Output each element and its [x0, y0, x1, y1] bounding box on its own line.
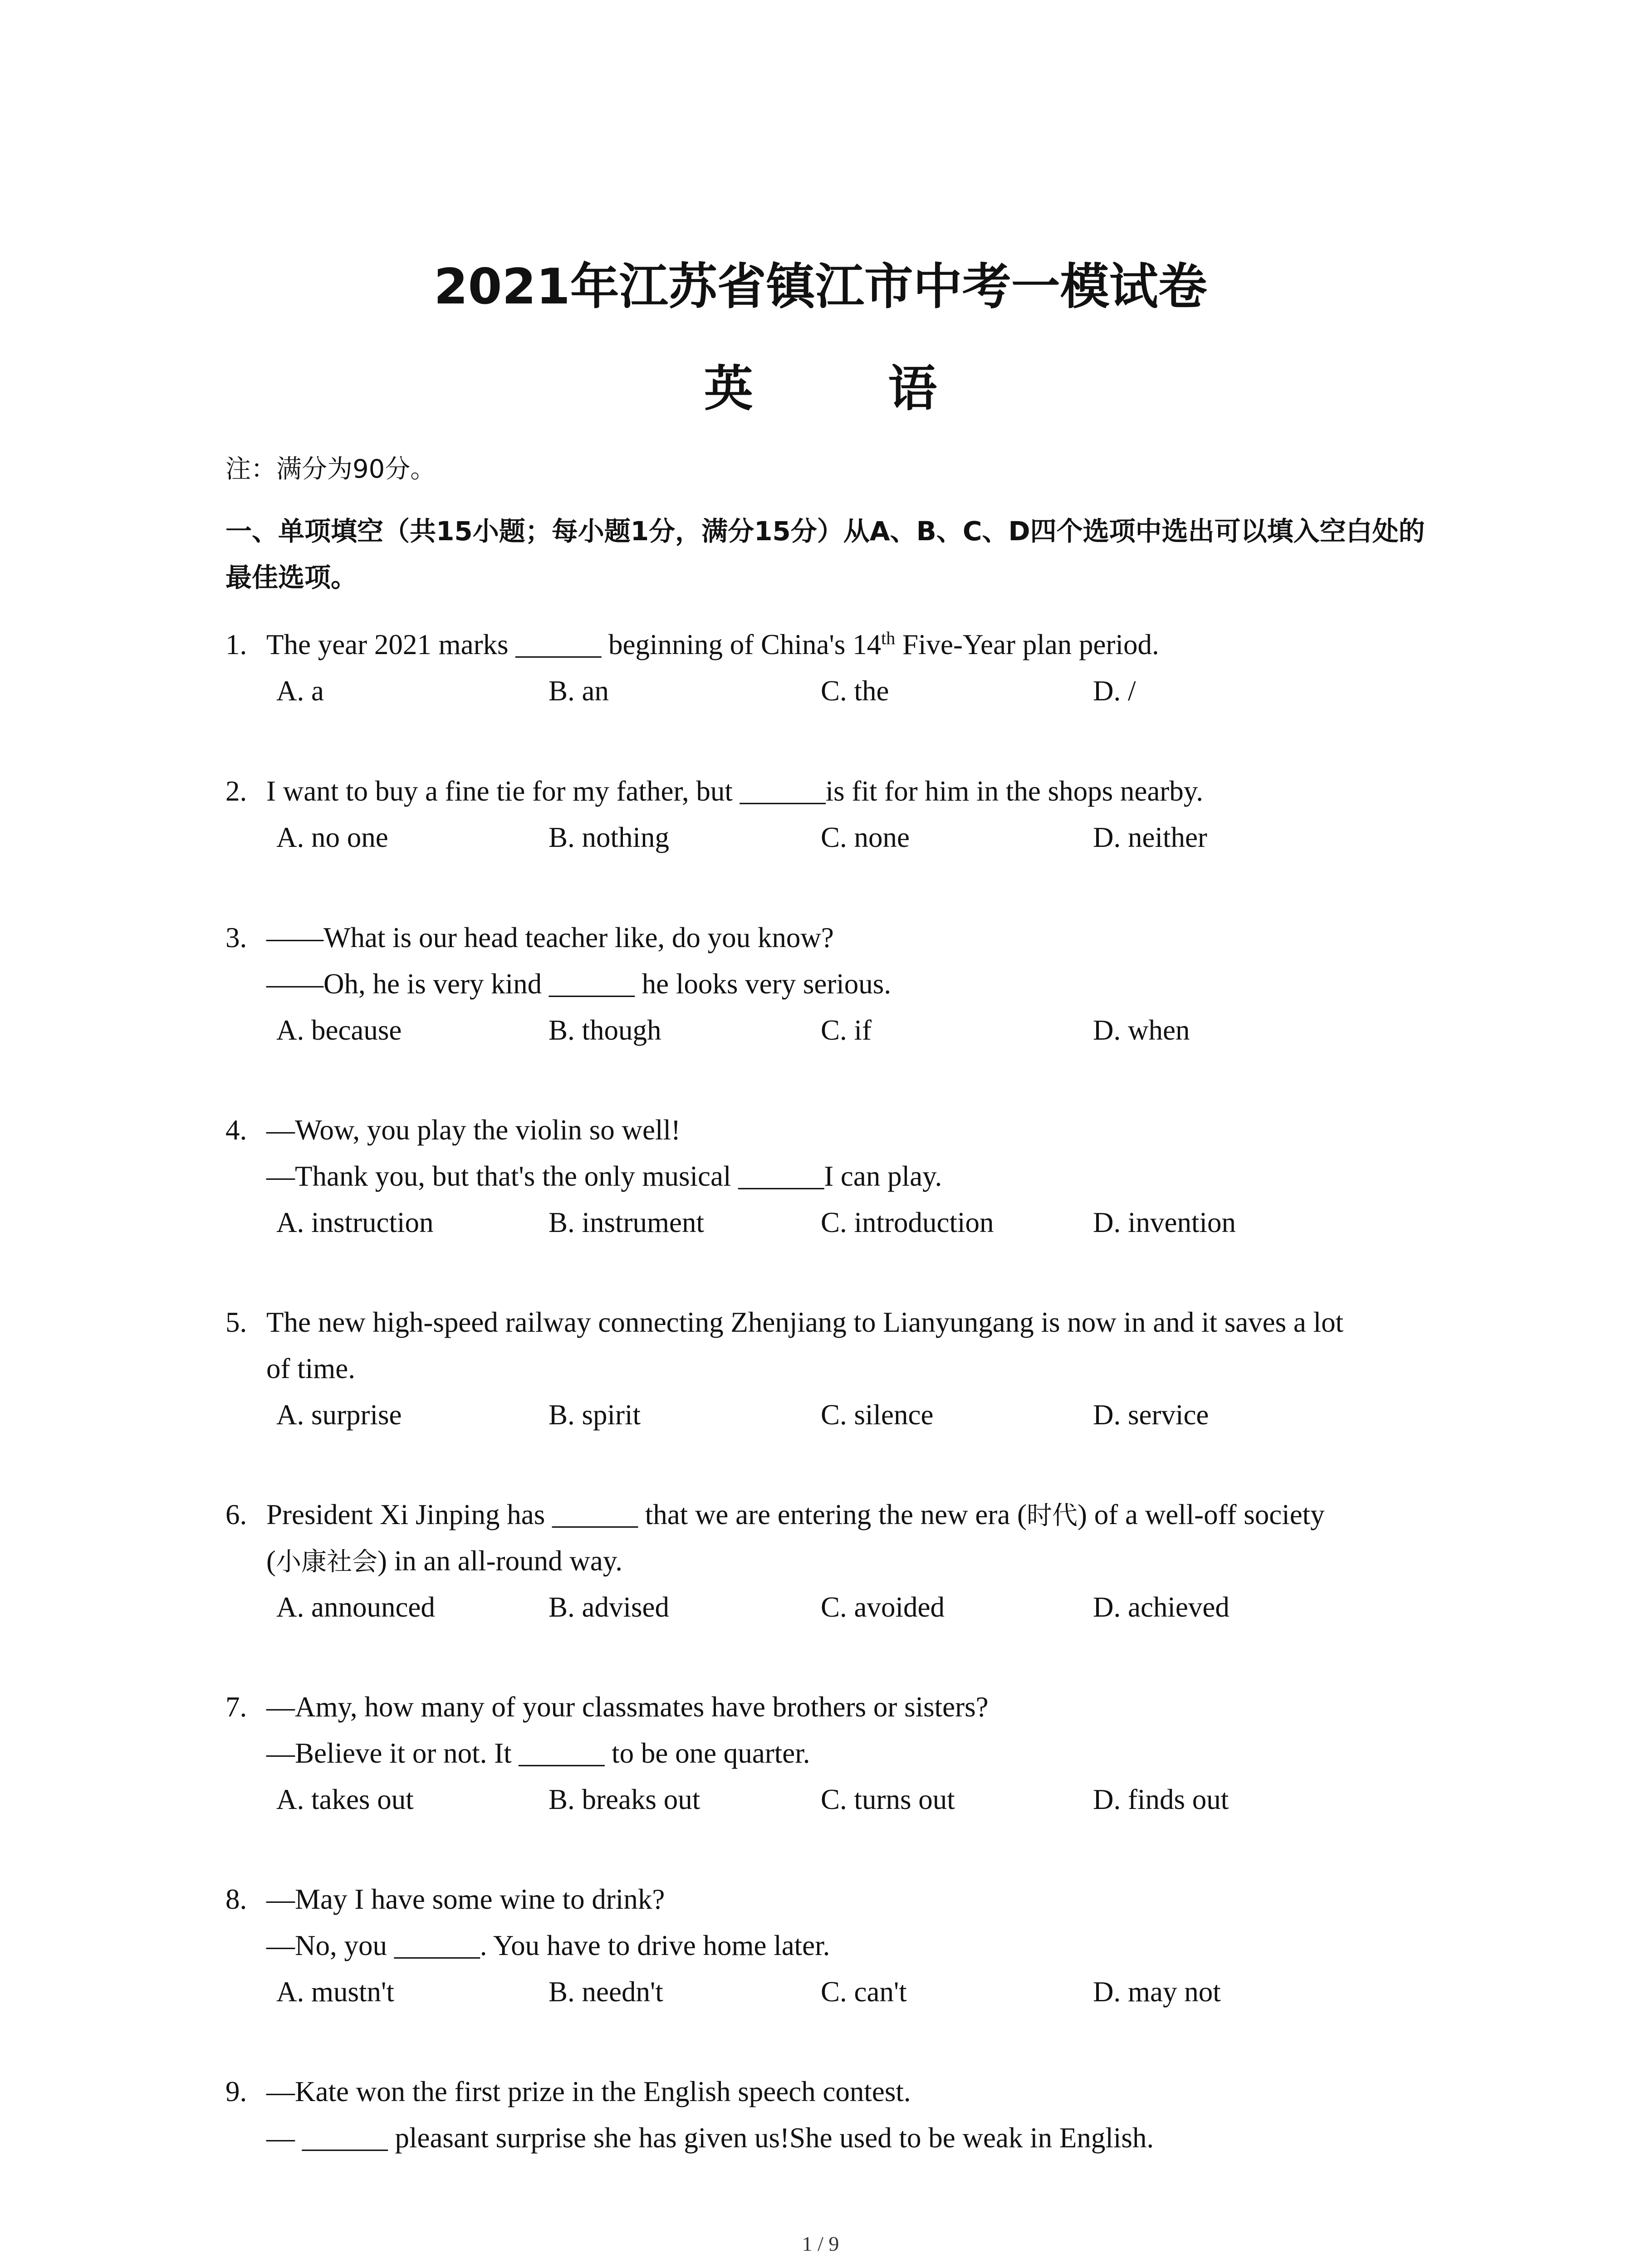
question-text-line2: ——Oh, he is very kind ______ he looks very serious.	[266, 968, 892, 1000]
question-text: President Xi Jinping has ______ that we are entering the new era (时代) of a well-off society	[266, 1499, 1325, 1530]
question-text: The year 2021 marks ______ beginning of China's 14th Five-Year plan period.	[266, 628, 1159, 660]
option-a: A. no one	[276, 821, 388, 853]
question-text-line2: —Thank you, but that's the only musical ______I can play.	[266, 1160, 942, 1192]
question-text-line2: —Believe it or not. It ______ to be one quarter.	[266, 1737, 810, 1769]
question-8	[225, 1876, 1473, 2015]
question-text: —May I have some wine to drink?	[266, 1883, 665, 1915]
question-text-line2: (小康社会) in an all-round way.	[266, 1545, 622, 1577]
options-row	[225, 1584, 1473, 1630]
question-number: 5.	[225, 1306, 247, 1338]
option-b: B. nothing	[549, 821, 670, 853]
option-a: A. takes out	[276, 1784, 414, 1815]
question-number: 7.	[225, 1691, 247, 1723]
option-b: B. an	[549, 675, 609, 707]
option-c: C. can't	[821, 1976, 907, 2008]
question-9	[225, 2068, 1473, 2161]
option-c: C. turns out	[821, 1784, 955, 1815]
option-a: A. because	[276, 1014, 402, 1046]
question-text-line2: — ______ pleasant surprise she has given us!She used to be weak in English.	[266, 2122, 1154, 2154]
option-c: C. none	[821, 821, 910, 853]
option-c: C. introduction	[821, 1207, 994, 1238]
question-text: —Amy, how many of your classmates have brothers or sisters?	[266, 1691, 989, 1723]
option-d: D. service	[1093, 1399, 1209, 1431]
option-b: B. though	[549, 1014, 661, 1046]
question-text-line2: of time.	[266, 1353, 355, 1384]
question-number: 9.	[225, 2076, 247, 2107]
question-number: 6.	[225, 1499, 247, 1530]
option-c: C. the	[821, 675, 889, 707]
question-number: 8.	[225, 1883, 247, 1915]
option-d: D. achieved	[1093, 1591, 1230, 1623]
question-1	[225, 621, 1473, 714]
subject-title: 英 语	[704, 361, 996, 417]
exam-title: 2021年江苏省镇江市中考一模试卷	[434, 259, 1207, 315]
question-number: 2.	[225, 775, 247, 807]
options-row	[225, 1007, 1473, 1053]
option-d: D. neither	[1093, 821, 1207, 853]
option-c: C. silence	[821, 1399, 934, 1431]
options-row	[225, 1199, 1473, 1246]
options-row	[225, 668, 1473, 714]
page-number: 1 / 9	[802, 2232, 839, 2255]
option-b: B. spirit	[549, 1399, 641, 1431]
option-b: B. breaks out	[549, 1784, 700, 1815]
option-b: B. advised	[549, 1591, 669, 1623]
option-d: D. finds out	[1093, 1784, 1229, 1815]
question-3	[225, 914, 1473, 1053]
question-4	[225, 1107, 1473, 1246]
question-text: —Wow, you play the violin so well!	[266, 1114, 681, 1146]
option-a: A. announced	[276, 1591, 435, 1623]
option-c: C. avoided	[821, 1591, 945, 1623]
question-5	[225, 1299, 1473, 1438]
question-7	[225, 1684, 1473, 1823]
section-heading: 一、单项填空（共15小题；每小题1分，满分15分）从A、B、C、D四个选项中选出可以填入空白处的最佳选项。	[225, 516, 1425, 593]
option-c: C. if	[821, 1014, 872, 1046]
question-text: ——What is our head teacher like, do you know?	[266, 922, 834, 953]
option-a: A. instruction	[276, 1207, 434, 1238]
score-note: 注：满分为90分。	[225, 455, 436, 484]
option-d: D. /	[1093, 675, 1136, 707]
option-a: A. a	[276, 675, 324, 707]
option-d: D. when	[1093, 1014, 1190, 1046]
question-2	[225, 768, 1473, 860]
options-row	[225, 1392, 1473, 1438]
options-row	[225, 1969, 1473, 2015]
question-number: 3.	[225, 922, 247, 953]
option-b: B. needn't	[549, 1976, 663, 2008]
question-text: The new high-speed railway connecting Zhenjiang to Lianyungang is now in and it saves a lot	[266, 1306, 1344, 1338]
options-row	[225, 1776, 1473, 1823]
question-number: 4.	[225, 1114, 247, 1146]
question-number: 1.	[225, 629, 247, 660]
question-text-line2: —No, you ______. You have to drive home later.	[266, 1930, 830, 1961]
option-a: A. surprise	[276, 1399, 402, 1431]
option-b: B. instrument	[549, 1207, 704, 1238]
question-6	[225, 1491, 1473, 1630]
option-d: D. may not	[1093, 1976, 1221, 2008]
options-row	[225, 814, 1473, 860]
question-text: I want to buy a fine tie for my father, but ______is fit for him in the shops nearby.	[266, 775, 1203, 807]
option-d: D. invention	[1093, 1207, 1236, 1238]
question-text: —Kate won the first prize in the English speech contest.	[266, 2076, 911, 2107]
option-a: A. mustn't	[276, 1976, 394, 2008]
